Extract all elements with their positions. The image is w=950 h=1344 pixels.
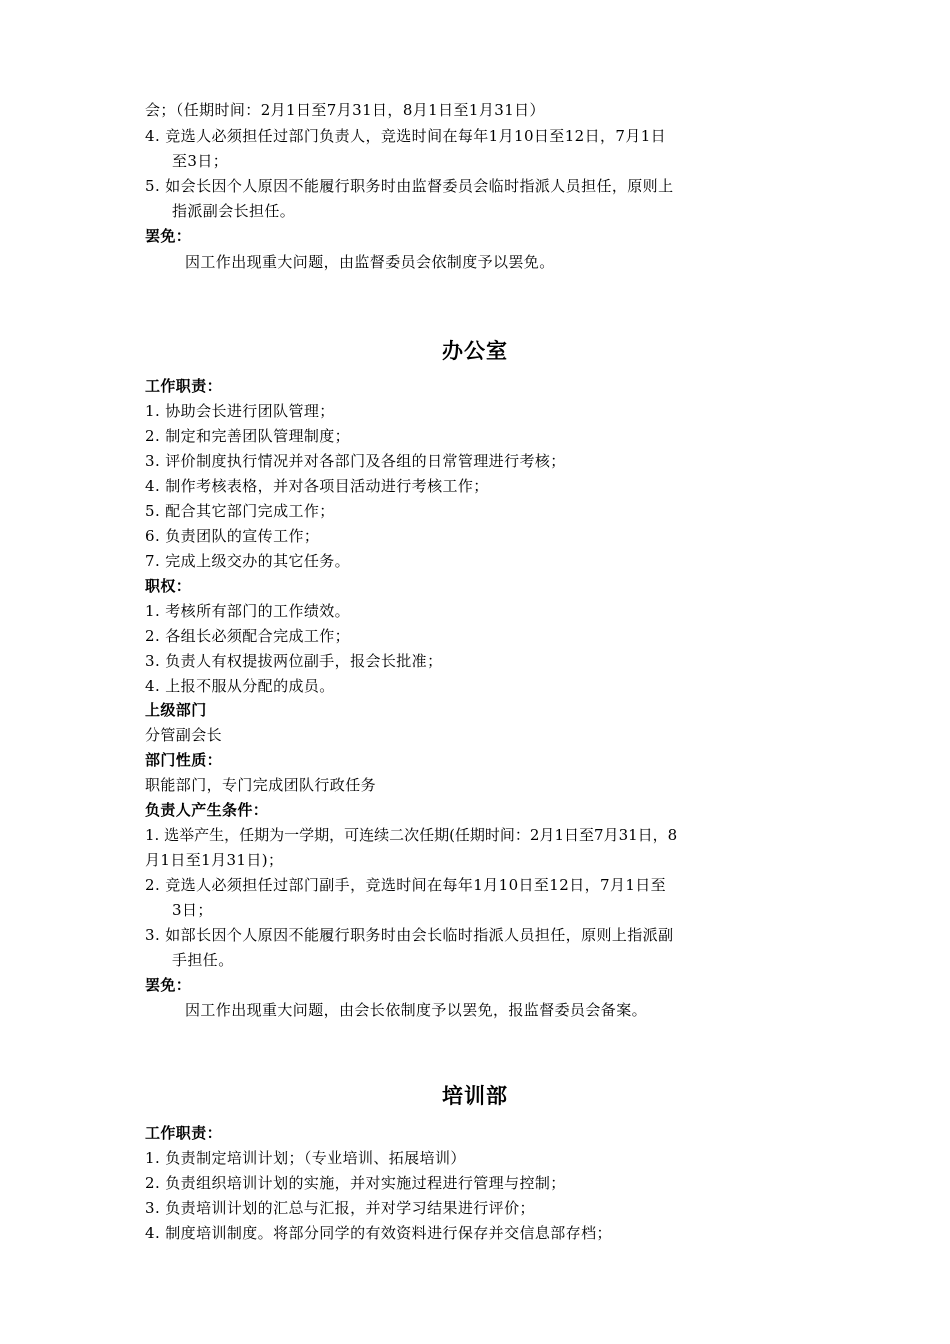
office-title: 办公室 [442, 339, 508, 363]
office-nature-text: 职能部门，专门完成团队行政任务 [145, 776, 377, 794]
office-conditions-heading: 负责人产生条件： [145, 801, 269, 819]
office-authority-item: 2. 各组长必须配合完成工作； [145, 627, 351, 645]
prev-list-item-5-cont: 指派副会长担任。 [172, 202, 296, 220]
office-duty-item: 3. 评价制度执行情况并对各部门及各组的日常管理进行考核； [145, 452, 566, 470]
prev-dismiss-heading: 罢免： [145, 227, 192, 245]
office-duty-item: 2. 制定和完善团队管理制度； [145, 427, 351, 445]
office-authority-item: 3. 负责人有权提拔两位副手，报会长批准； [145, 652, 443, 670]
office-duty-item: 4. 制作考核表格，并对各项目活动进行考核工作； [145, 477, 489, 495]
office-condition-item-1-cont: 月1日至1月31日)； [145, 851, 284, 869]
training-duties-heading: 工作职责： [145, 1124, 223, 1142]
training-title: 培训部 [442, 1084, 508, 1108]
office-duty-item: 7. 完成上级交办的其它任务。 [145, 552, 351, 570]
prev-dismiss-text: 因工作出现重大问题，由监督委员会依制度予以罢免。 [185, 253, 555, 271]
office-duties-heading: 工作职责： [145, 377, 223, 395]
office-condition-item-3: 3. 如部长因个人原因不能履行职务时由会长临时指派人员担任，原则上指派副 [145, 926, 674, 944]
office-condition-item-2: 2. 竞选人必须担任过部门副手，竞选时间在每年1月10日至12日，7月1日至 [145, 876, 667, 894]
office-duty-item: 5. 配合其它部门完成工作； [145, 502, 335, 520]
office-authority-item: 4. 上报不服从分配的成员。 [145, 677, 335, 695]
prev-list-item-5: 5. 如会长因个人原因不能履行职务时由监督委员会临时指派人员担任，原则上 [145, 177, 674, 195]
prev-list-item-4-cont: 至3日； [172, 152, 229, 170]
office-duty-item: 6. 负责团队的宣传工作； [145, 527, 320, 545]
office-superior-text: 分管副会长 [145, 726, 223, 744]
training-duty-item: 3. 负责培训计划的汇总与汇报，并对学习结果进行评价； [145, 1199, 535, 1217]
office-authority-heading: 职权： [145, 577, 192, 595]
office-authority-item: 1. 考核所有部门的工作绩效。 [145, 602, 351, 620]
training-duty-item: 2. 负责组织培训计划的实施，并对实施过程进行管理与控制； [145, 1174, 566, 1192]
office-dismiss-heading: 罢免： [145, 976, 192, 994]
prev-list-item-4: 4. 竞选人必须担任过部门负责人，竞选时间在每年1月10日至12日，7月1日 [145, 127, 667, 145]
office-superior-heading: 上级部门 [145, 701, 207, 719]
training-duty-item: 4. 制度培训制度。将部分同学的有效资料进行保存并交信息部存档； [145, 1224, 612, 1242]
office-condition-item-1: 1. 选举产生，任期为一学期，可连续二次任期(任期时间：2月1日至7月31日，8 [145, 826, 678, 844]
prev-continuation-line: 会；（任期时间：2月1日至7月31日，8月1日至1月31日） [145, 101, 545, 119]
training-duty-item: 1. 负责制定培训计划；（专业培训、拓展培训） [145, 1149, 466, 1167]
office-condition-item-3-cont: 手担任。 [172, 951, 234, 969]
office-duty-item: 1. 协助会长进行团队管理； [145, 402, 335, 420]
office-condition-item-2-cont: 3日； [172, 901, 213, 919]
office-nature-heading: 部门性质： [145, 751, 223, 769]
office-dismiss-text: 因工作出现重大问题，由会长依制度予以罢免，报监督委员会备案。 [185, 1001, 648, 1019]
